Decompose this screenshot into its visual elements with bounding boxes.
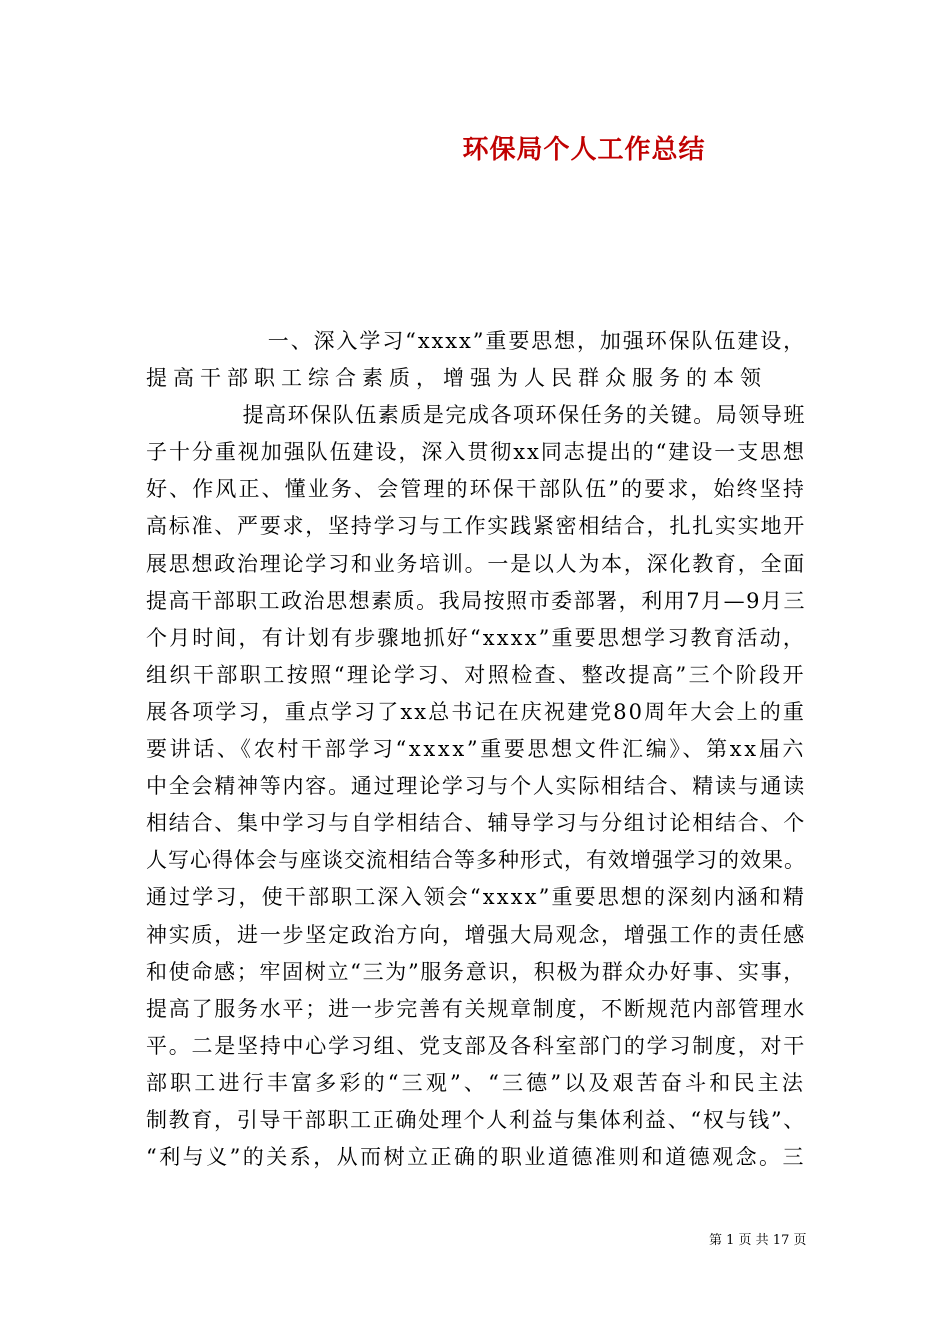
body-line: 提高环保队伍素质是完成各项环保任务的关键。局领导班: [242, 403, 806, 428]
body-line: 高标准、严要求，坚持学习与工作实践紧密相结合，扎扎实实地开: [146, 514, 806, 539]
body-line: 一、深入学习“xxxx”重要思想，加强环保队伍建设，: [267, 329, 806, 353]
body-line: 提高干部职工综合素质，增强为人民群众服务的本领: [146, 366, 767, 391]
body-line: 展思想政治理论学习和业务培训。一是以人为本，深化教育，全面: [146, 551, 806, 576]
body-line: 神实质，进一步坚定政治方向，增强大局观念，增强工作的责任感: [146, 922, 806, 947]
body-line: 提高了服务水平；进一步完善有关规章制度，不断规范内部管理水: [146, 996, 806, 1021]
document-body: [146, 323, 806, 1176]
body-line: 人写心得体会与座谈交流相结合等多种形式，有效增强学习的效果。: [146, 848, 806, 873]
body-line: 子十分重视加强队伍建设，深入贯彻xx同志提出的“建设一支思想: [146, 440, 806, 465]
body-line: 好、作风正、懂业务、会管理的环保干部队伍”的要求，始终坚持: [146, 477, 806, 502]
body-line: “利与义”的关系，从而树立正确的职业道德准则和道德观念。三: [146, 1145, 806, 1170]
body-line: 制教育，引导干部职工正确处理个人利益与集体利益、“权与钱”、: [146, 1107, 806, 1132]
page-number-footer: 第 1 页 共 17 页: [709, 1233, 807, 1248]
body-line: 平。二是坚持中心学习组、党支部及各科室部门的学习制度，对干: [146, 1033, 806, 1058]
body-line: 组织干部职工按照“理论学习、对照检查、整改提高”三个阶段开: [146, 662, 806, 687]
body-line: 部职工进行丰富多彩的“三观”、“三德”以及艰苦奋斗和民主法: [146, 1070, 806, 1095]
body-line: 要讲话、《农村干部学习“xxxx”重要思想文件汇编》、第xx届六: [146, 737, 806, 762]
body-line: 中全会精神等内容。通过理论学习与个人实际相结合、精读与通读: [146, 774, 806, 799]
body-line: 和使命感；牢固树立“三为”服务意识，积极为群众办好事、实事，: [146, 959, 806, 984]
body-line: 相结合、集中学习与自学相结合、辅导学习与分组讨论相结合、个: [146, 811, 806, 836]
body-line: 通过学习，使干部职工深入领会“xxxx”重要思想的深刻内涵和精: [146, 885, 806, 910]
document-title: 环保局个人工作总结: [462, 135, 706, 165]
body-line: 个月时间，有计划有步骤地抓好“xxxx”重要思想学习教育活动，: [146, 625, 806, 650]
body-line: 提高干部职工政治思想素质。我局按照市委部署，利用7月—9月三: [146, 588, 806, 613]
body-line: 展各项学习，重点学习了xx总书记在庆祝建党80周年大会上的重: [146, 699, 806, 724]
